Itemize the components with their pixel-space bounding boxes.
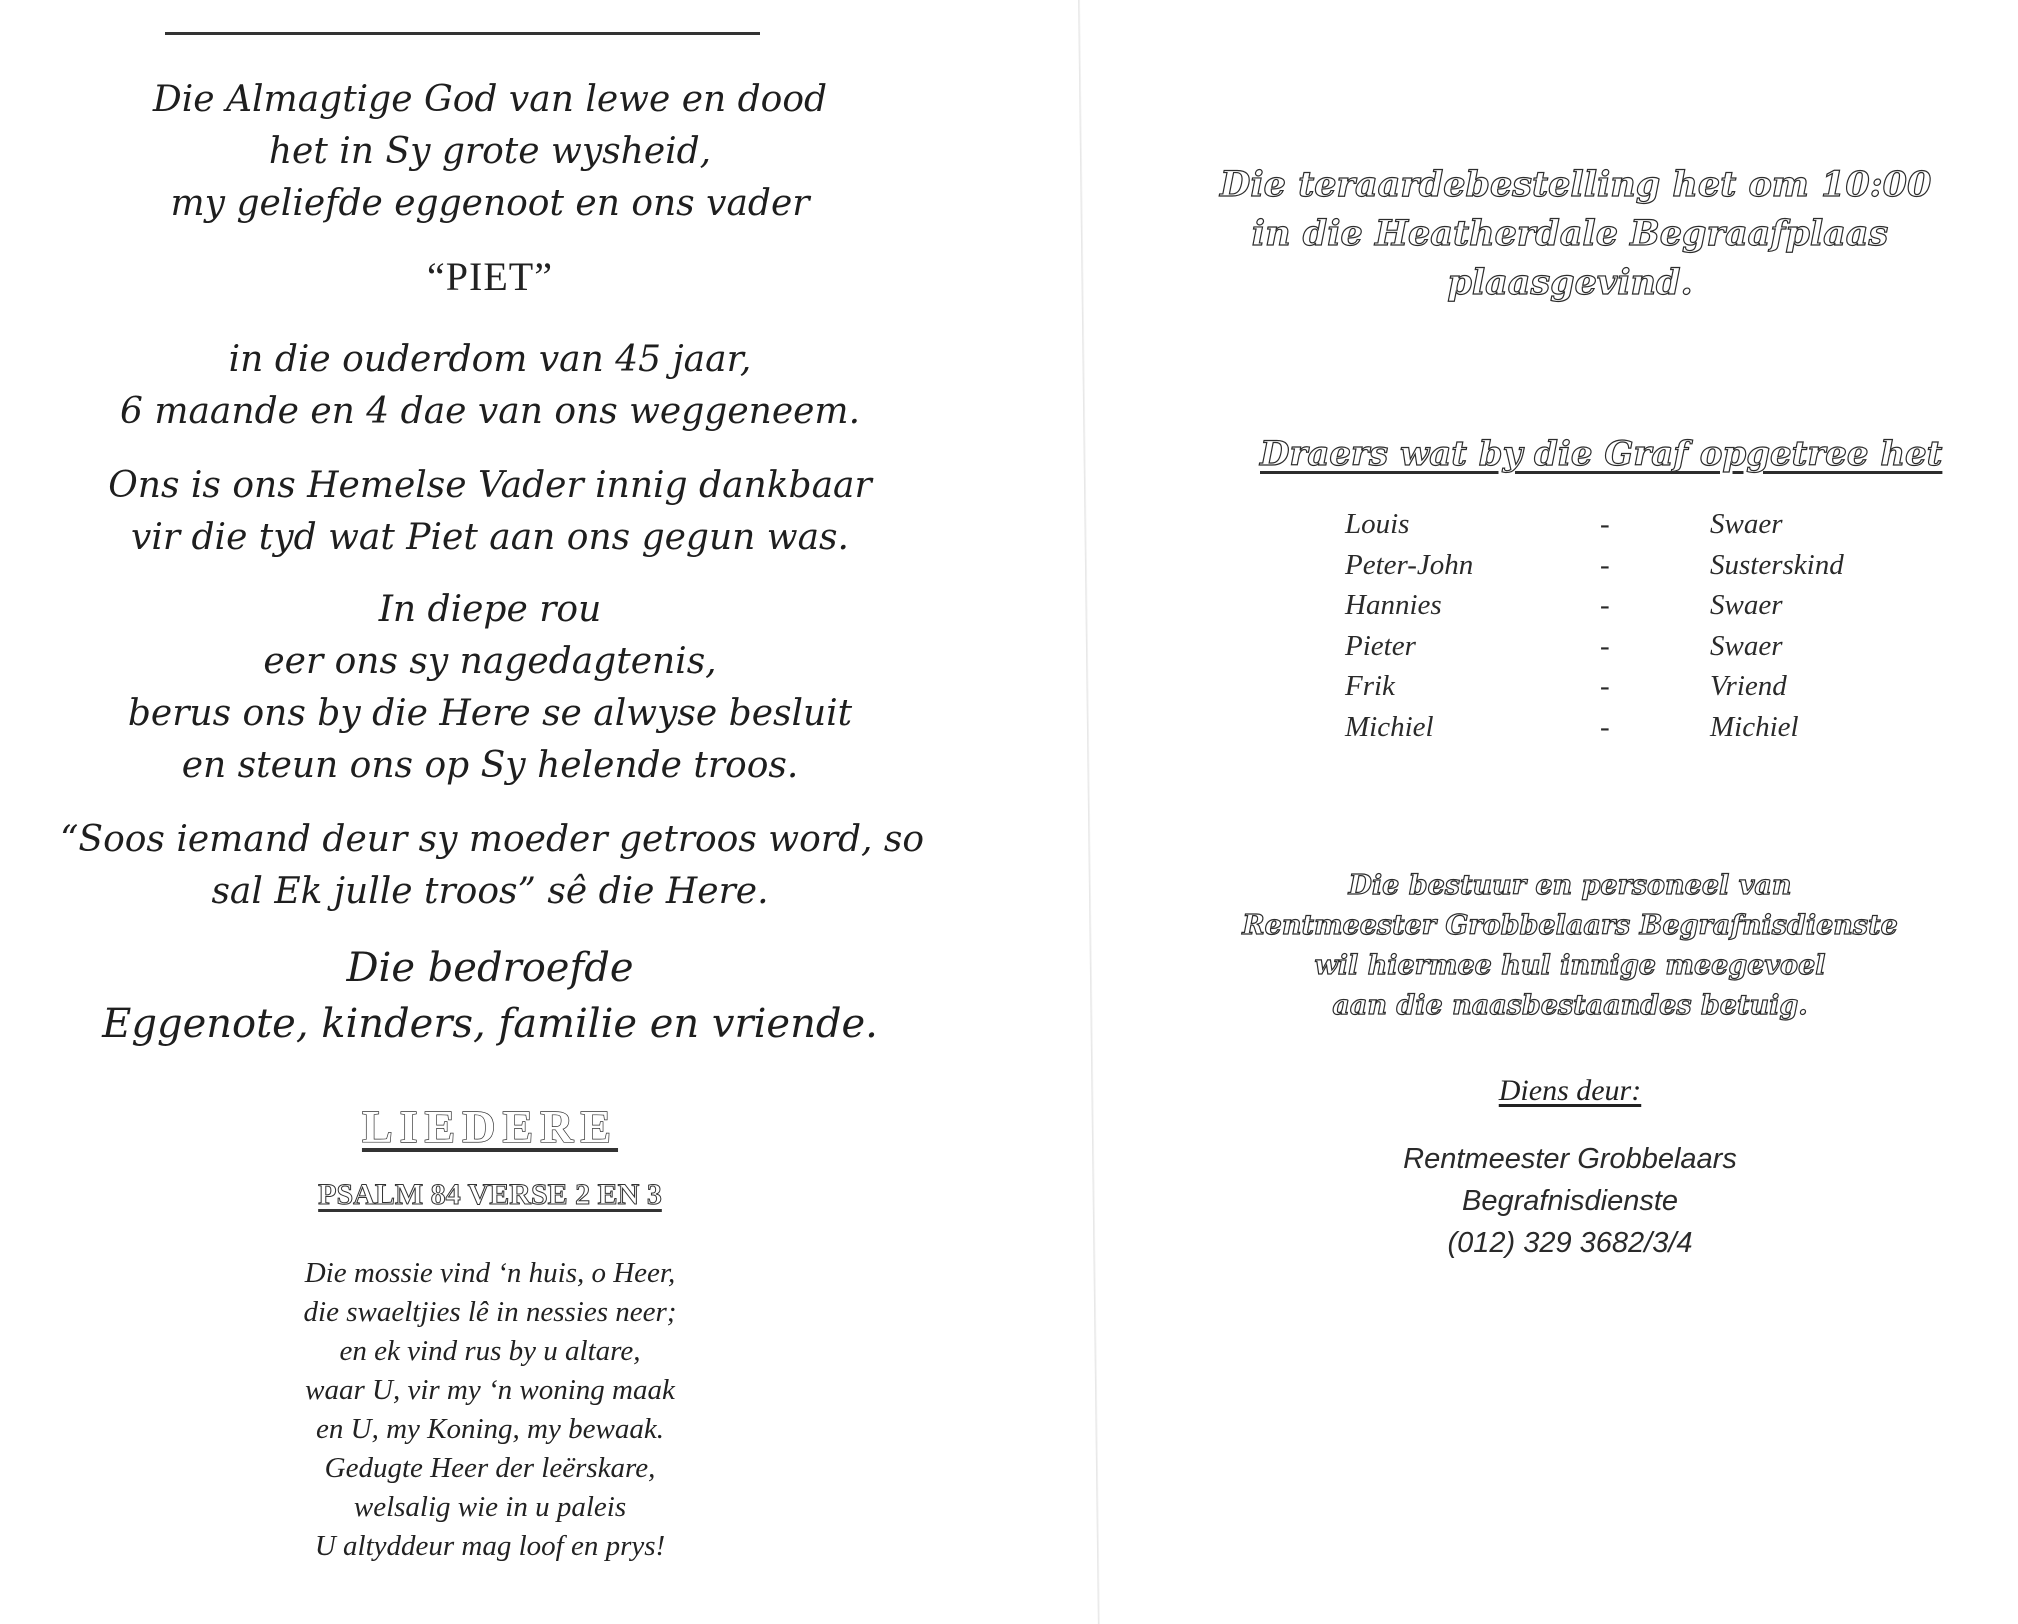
- text-line: in die Heatherdale Begraafplaas: [1251, 213, 1889, 254]
- heading-text: Diens deur:: [1498, 1074, 1642, 1107]
- provider-name: Rentmeester Grobbelaars: [1403, 1143, 1737, 1175]
- bearers-list: [1345, 508, 1905, 751]
- verse-line: Gedugte Heer der leërskare,: [324, 1452, 656, 1484]
- psalm-heading: [60, 1178, 920, 1212]
- bearer-relation: Swaer: [1710, 508, 1783, 540]
- text-line: In diepe rou: [378, 589, 602, 630]
- thanks-paragraph: [60, 460, 920, 564]
- heading-text: PSALM 84 VERSE 2 EN 3: [318, 1178, 662, 1211]
- bearers-heading: [1260, 434, 1943, 474]
- provider-phone: (012) 329 3682/3/4: [1447, 1227, 1693, 1259]
- bearer-row: [1345, 630, 1905, 671]
- bearer-relation: Michiel: [1710, 710, 1799, 743]
- text-line: “Soos iemand deur sy moeder getroos word, so: [60, 819, 925, 860]
- bearer-name: Hannies: [1345, 589, 1442, 621]
- bearer-dash: -: [1600, 710, 1610, 743]
- verse-line: Die mossie vind ‘n huis, o Heer,: [304, 1257, 676, 1289]
- bearer-dash: -: [1600, 548, 1610, 581]
- bearer-relation: Swaer: [1710, 589, 1783, 621]
- bearer-row: [1345, 589, 1905, 630]
- text-line: wil hiermee hul innige meegevoel: [1314, 950, 1826, 981]
- bearer-name: Louis: [1345, 508, 1410, 540]
- text-line: vir die tyd wat Piet aan ons gegun was.: [131, 517, 849, 558]
- bearer-row: [1345, 508, 1905, 549]
- age-paragraph: [60, 334, 920, 438]
- psalm-verse: [60, 1254, 920, 1566]
- heading-text: Draers wat by die Graf opgetree het: [1260, 434, 1943, 474]
- text-line: Die Almagtige God van lewe en dood: [152, 79, 828, 120]
- text-line: Die bedroefde: [346, 945, 634, 991]
- text-line: my geliefde eggenoot en ons vader: [170, 183, 810, 224]
- burial-notice: [1220, 160, 1932, 307]
- text-line: sal Ek julle troos” sê die Here.: [211, 871, 769, 912]
- verse-line: en ek vind rus by u altare,: [339, 1335, 641, 1367]
- text-line: Die teraardebestelling het om 10:00: [1220, 164, 1932, 205]
- intro-paragraph: [60, 74, 920, 230]
- bearer-relation: Swaer: [1710, 629, 1783, 662]
- bearer-dash: -: [1600, 589, 1610, 621]
- text-line: Eggenote, kinders, familie en vriende.: [102, 1001, 878, 1047]
- text-line: in die ouderdom van 45 jaar,: [228, 339, 752, 380]
- text-line: aan die naasbestaandes betuig.: [1332, 990, 1808, 1021]
- text-line: plaasgevind.: [1447, 262, 1693, 303]
- bearer-name: Frik: [1345, 670, 1395, 702]
- bearer-dash: -: [1600, 508, 1610, 540]
- bearer-name: Peter-John: [1345, 548, 1474, 581]
- bearer-row: [1345, 711, 1905, 752]
- text-line: eer ons sy nagedagtenis,: [263, 641, 717, 682]
- bearer-row: [1345, 549, 1905, 590]
- bearer-relation: Susterskind: [1710, 548, 1844, 581]
- text-line: 6 maande en 4 dae van ons weggeneem.: [119, 391, 861, 432]
- text-line: en steun ons op Sy helende troos.: [181, 745, 799, 786]
- text-line: het in Sy grote wysheid,: [268, 131, 712, 172]
- bearer-dash: -: [1600, 670, 1610, 702]
- verse-line: die swaeltjies lê in nessies neer;: [303, 1296, 677, 1328]
- bearer-row: [1345, 670, 1905, 711]
- scripture-quote: [60, 814, 925, 918]
- verse-line: U altyddeur mag loof en prys!: [314, 1530, 666, 1562]
- verse-line: en U, my Koning, my bewaak.: [316, 1413, 664, 1445]
- condolence-message: [1240, 866, 1900, 1026]
- bearer-name: Michiel: [1345, 710, 1434, 743]
- top-rule-divider: [165, 32, 760, 35]
- bearer-relation: Vriend: [1710, 670, 1787, 702]
- provider-name: Begrafnisdienste: [1461, 1185, 1679, 1217]
- verse-line: waar U, vir my ‘n woning maak: [305, 1374, 675, 1406]
- service-provider: [1290, 1138, 1850, 1264]
- text-line: Rentmeester Grobbelaars Begrafnisdienste: [1242, 910, 1898, 941]
- text-line: Die bestuur en personeel van: [1348, 870, 1792, 901]
- verse-line: welsalig wie in u paleis: [353, 1491, 627, 1523]
- service-heading: [1330, 1074, 1810, 1108]
- heading-text: LIEDERE: [361, 1101, 619, 1152]
- mourning-paragraph: [60, 584, 920, 792]
- text-line: berus ons by die Here se alwyse besluit: [127, 693, 853, 734]
- text-line: Ons is ons Hemelse Vader innig dankbaar: [108, 465, 872, 506]
- bearer-name: Pieter: [1345, 629, 1416, 662]
- right-page: [1090, 0, 2018, 1624]
- name-text: “PIET”: [427, 254, 553, 299]
- family-signature: [60, 940, 920, 1052]
- bearer-dash: -: [1600, 629, 1610, 662]
- deceased-name: [60, 253, 920, 300]
- songs-heading: [60, 1100, 920, 1153]
